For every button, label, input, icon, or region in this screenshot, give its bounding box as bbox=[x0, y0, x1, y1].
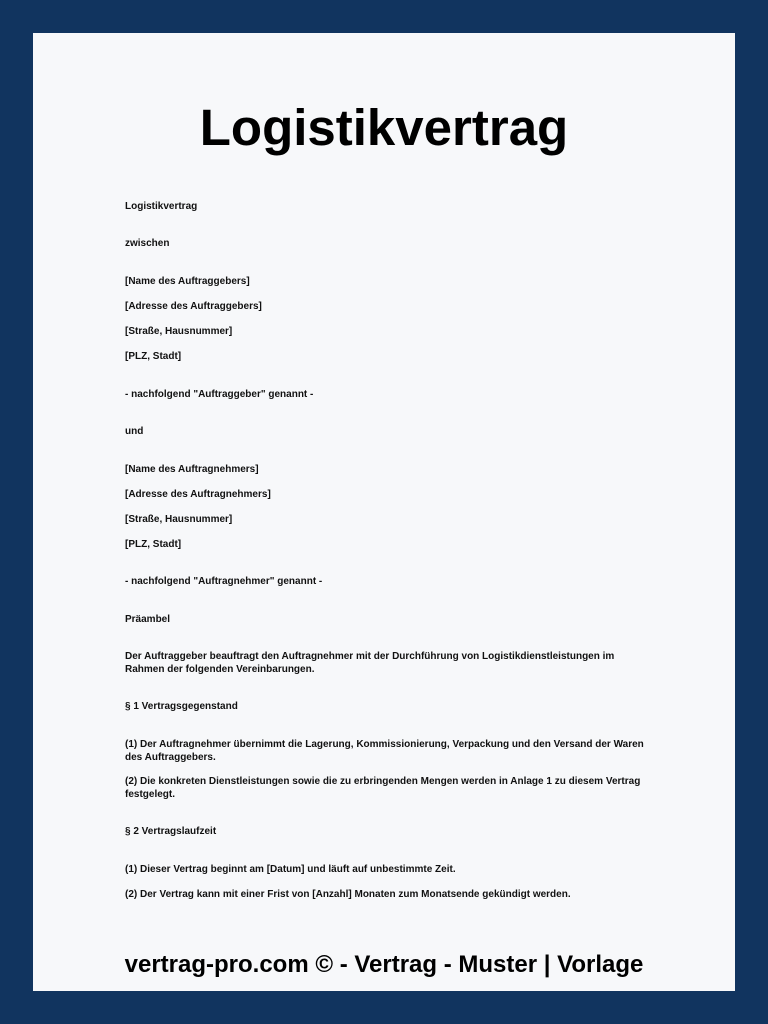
clause-text: (2) Der Vertrag kann mit einer Frist von [Anzahl] Monaten zum Monatsende gekündigt werden. bbox=[125, 889, 571, 900]
contractor-city: [PLZ, Stadt] bbox=[125, 539, 182, 550]
section-heading: § 2 Vertragslaufzeit bbox=[125, 826, 217, 837]
clause-text: (1) Der Auftragnehmer übernimmt die Lagerung, Kommissionierung, Verpackung und den Versand der Waren des Auftraggebers. bbox=[125, 739, 644, 763]
client-designation: - nachfolgend "Auftraggeber" genannt - bbox=[125, 389, 314, 400]
preamble-text: Der Auftraggeber beauftragt den Auftragnehmer mit der Durchführung von Logistikdienstleistungen im Rahmen der folgenden Vereinbarungen. bbox=[125, 651, 615, 675]
contractor-designation: - nachfolgend "Auftragnehmer" genannt - bbox=[125, 576, 323, 587]
doc-line: und bbox=[125, 426, 144, 437]
clause-text: (1) Dieser Vertrag beginnt am [Datum] und läuft auf unbestimmte Zeit. bbox=[125, 864, 456, 875]
client-name: [Name des Auftraggebers] bbox=[125, 276, 250, 287]
contractor-address: [Adresse des Auftragnehmers] bbox=[125, 489, 271, 500]
page-title: Logistikvertrag bbox=[199, 99, 569, 156]
footer-branding: vertrag-pro.com © - Vertrag - Muster | Vorlage bbox=[124, 951, 644, 978]
client-street: [Straße, Hausnummer] bbox=[125, 326, 233, 337]
doc-heading: Logistikvertrag bbox=[125, 201, 198, 212]
client-address: [Adresse des Auftraggebers] bbox=[125, 301, 262, 312]
section-heading: § 1 Vertragsgegenstand bbox=[125, 701, 238, 712]
contractor-name: [Name des Auftragnehmers] bbox=[125, 464, 259, 475]
contractor-street: [Straße, Hausnummer] bbox=[125, 514, 233, 525]
clause-text: (2) Die konkreten Dienstleistungen sowie die zu erbringenden Mengen werden in Anlage 1 zu diesem Vertrag festgelegt. bbox=[125, 776, 641, 800]
section-heading: Präambel bbox=[125, 614, 171, 625]
client-city: [PLZ, Stadt] bbox=[125, 351, 182, 362]
doc-line: zwischen bbox=[125, 238, 170, 249]
document-page bbox=[33, 33, 735, 991]
